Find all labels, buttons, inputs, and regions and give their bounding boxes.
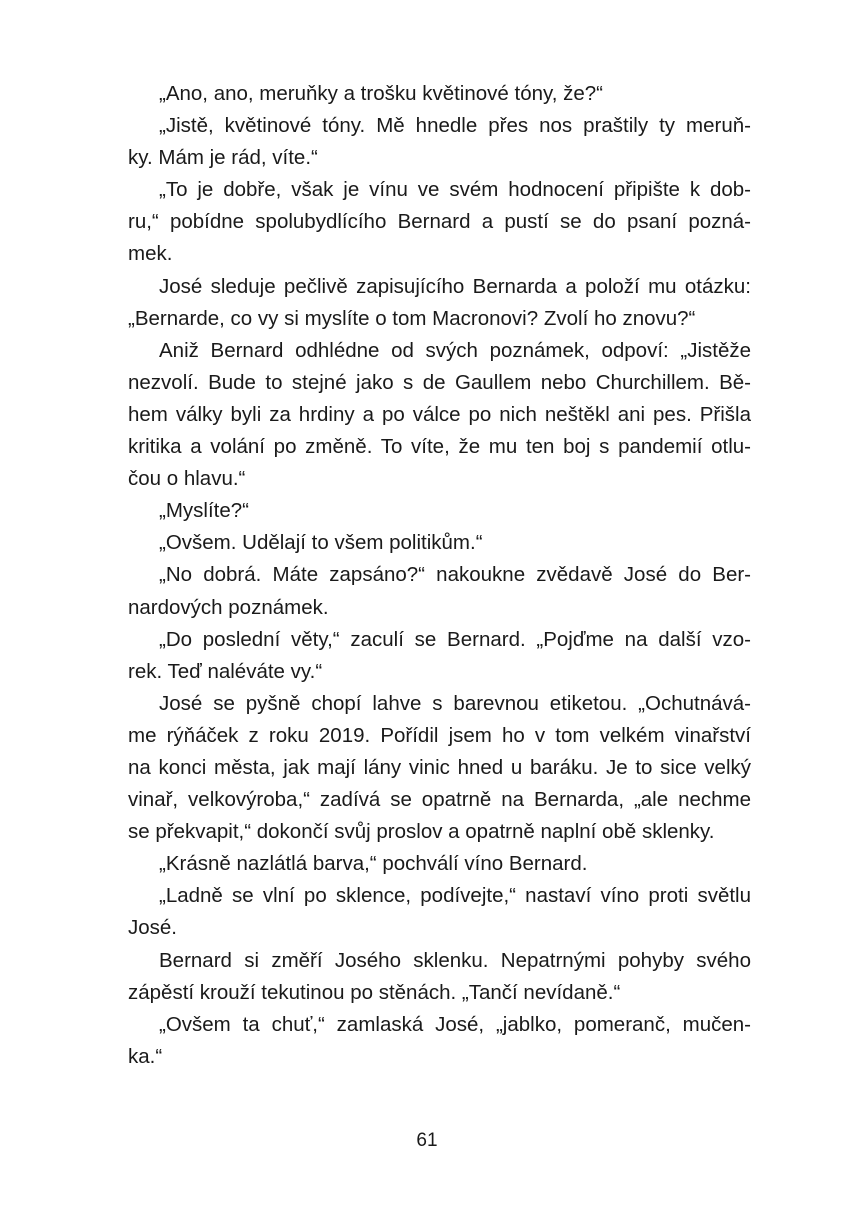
paragraph: [128, 271, 751, 335]
paragraph: [128, 559, 751, 623]
text-line: me rýňáček z roku 2019. Pořídil jsem ho v tom velkém vinařství: [128, 723, 751, 747]
text-line: Bernard si změří Josého sklenku. Nepatrnými pohyby svého: [159, 948, 751, 972]
text-line: se překvapit,“ dokončí svůj proslov a opatrně naplní obě sklenky.: [128, 820, 715, 844]
paragraph: [128, 945, 751, 1009]
text-line: „Krásně nazlátlá barva,“ pochválí víno Bernard.: [159, 852, 588, 876]
text-line: „Ovšem. Udělají to všem politikům.“: [159, 531, 483, 555]
text-line: hem války byli za hrdiny a po válce po nich neštěkl ani pes. Přišla: [128, 402, 751, 426]
page-number: 61: [416, 1130, 438, 1151]
text-line: nardových poznámek.: [128, 595, 329, 619]
text-line: „Myslíte?“: [159, 499, 249, 523]
text-line: Aniž Bernard odhlédne od svých poznámek, odpoví: „Jistěže: [159, 338, 751, 362]
paragraph: [128, 1009, 751, 1073]
text-line: „Jistě, květinové tóny. Mě hnedle přes nos praštily ty meruň-: [159, 114, 751, 138]
text-line: „Ladně se vlní po sklence, podívejte,“ nastaví víno proti světlu: [159, 884, 751, 908]
paragraph: [128, 527, 751, 559]
text-line: „Ano, ano, meruňky a trošku květinové tóny, že?“: [159, 82, 604, 105]
text-line: ka.“: [128, 1044, 163, 1068]
text-line: čou o hlavu.“: [128, 467, 246, 491]
text-line: „Bernarde, co vy si myslíte o tom Macronovi? Zvolí ho znovu?“: [128, 306, 696, 330]
paragraph: [128, 880, 751, 944]
text-line: „Ovšem ta chuť,“ zamlaská José, „jablko, pomeranč, mučen-: [159, 1012, 751, 1036]
paragraph: [128, 335, 751, 495]
text-line: „Do poslední věty,“ zaculí se Bernard. „Pojďme na další vzo-: [159, 627, 751, 651]
text-line: „No dobrá. Máte zapsáno?“ nakoukne zvědavě José do Ber-: [159, 563, 751, 587]
text-line: zápěstí krouží tekutinou po stěnách. „Tančí nevídaně.“: [128, 980, 621, 1004]
paragraph: [128, 174, 751, 270]
body-text: [128, 78, 751, 1073]
text-line: José sleduje pečlivě zapisujícího Bernarda a položí mu otázku:: [159, 274, 751, 298]
text-line: ru,“ pobídne spolubydlícího Bernard a pustí se do psaní pozná-: [128, 210, 751, 234]
text-line: kritika a volání po změně. To víte, že mu ten boj s pandemií otlu-: [128, 435, 751, 459]
text-line: nezvolí. Bude to stejné jako s de Gaullem nebo Churchillem. Bě-: [128, 370, 751, 394]
text-line: rek. Teď naléváte vy.“: [128, 659, 323, 683]
paragraph: [128, 110, 751, 174]
text-line: José.: [128, 916, 177, 940]
text-line: „To je dobře, však je vínu ve svém hodnocení připište k dob-: [159, 178, 751, 202]
text-line: José se pyšně chopí lahve s barevnou etiketou. „Ochutnává-: [159, 691, 751, 715]
paragraph: [128, 688, 751, 848]
text-line: vinař, velkovýroba,“ zadívá se opatrně na Bernarda, „ale nechme: [128, 788, 751, 812]
paragraph: [128, 495, 751, 527]
text-line: na konci města, jak mají lány vinic hned u baráku. Je to sice velký: [128, 755, 751, 779]
paragraph: [128, 848, 751, 880]
text-line: mek.: [128, 242, 173, 266]
paragraph: [128, 624, 751, 688]
text-line: ky. Mám je rád, víte.“: [128, 146, 318, 170]
paragraph: [128, 78, 751, 110]
